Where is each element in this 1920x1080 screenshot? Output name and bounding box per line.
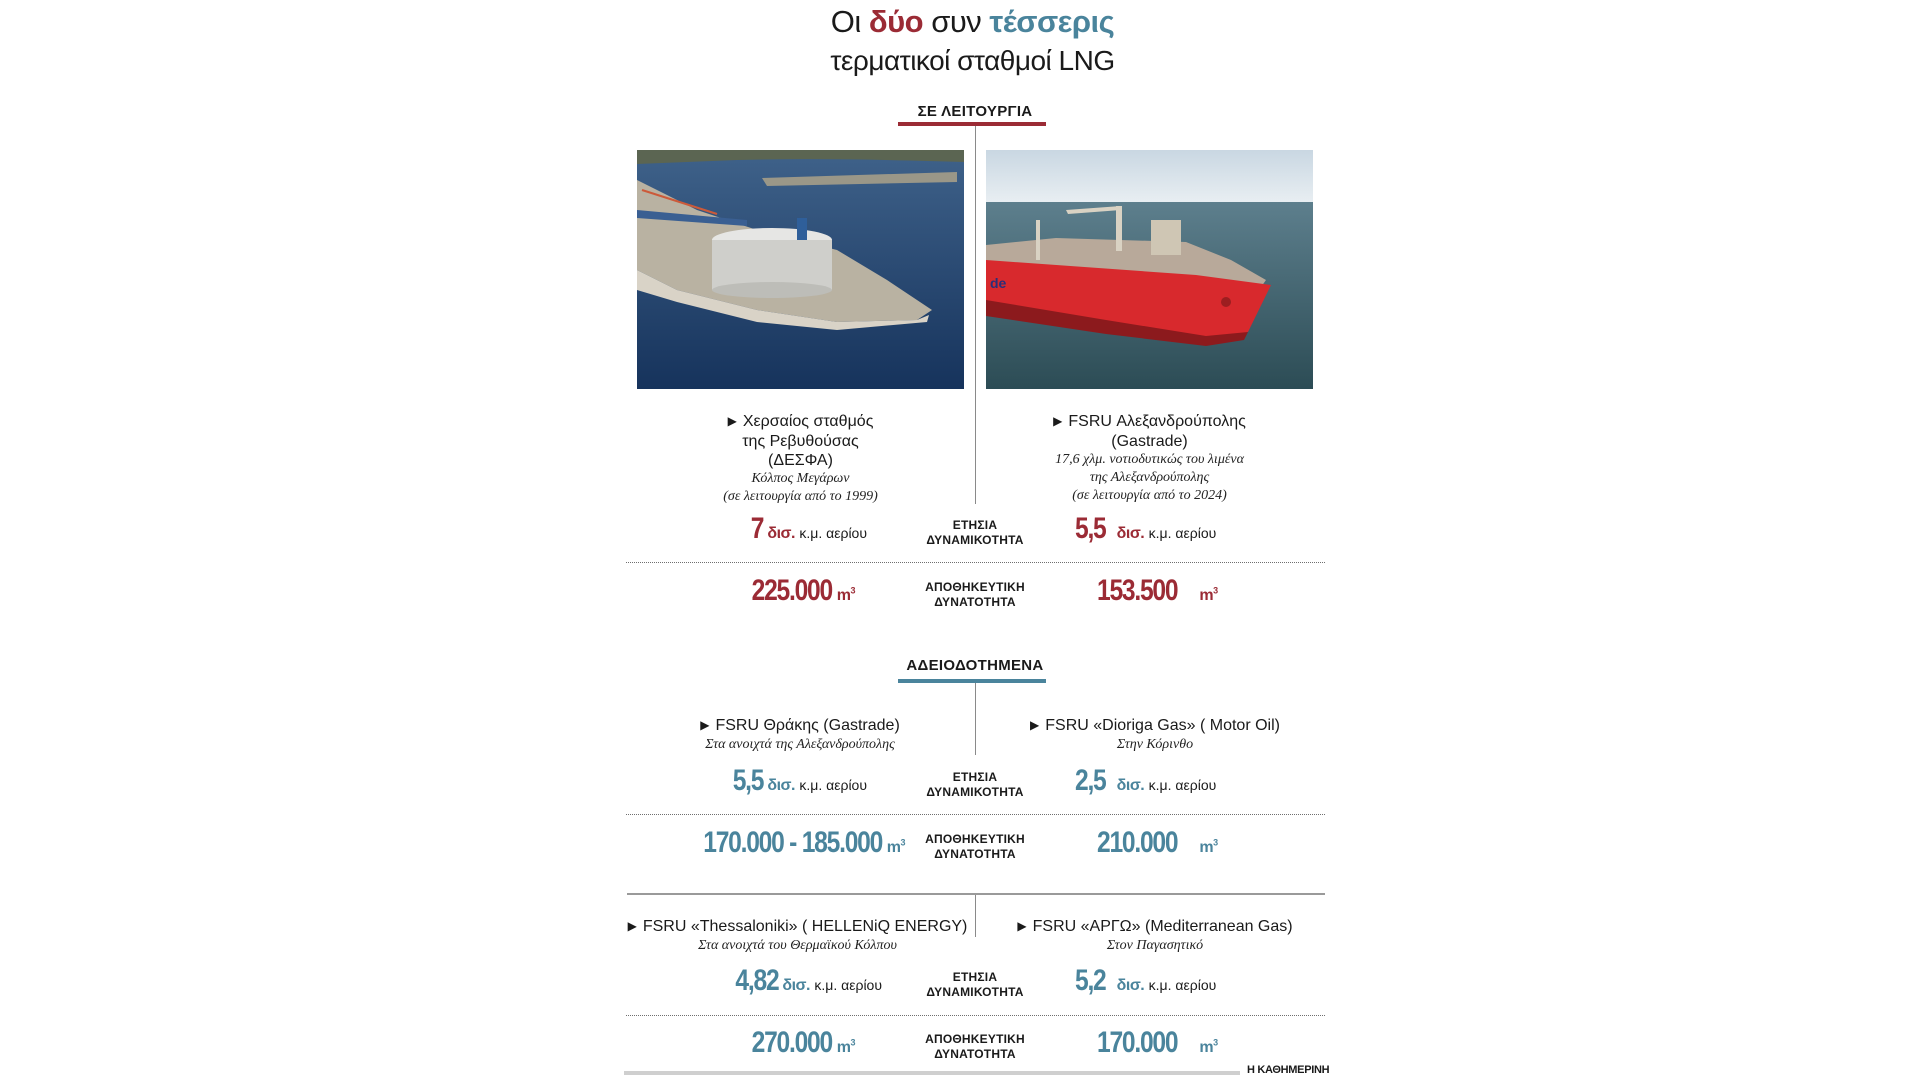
label-storage-capacity: ΑΠΟΘΗΚΕΥΤΙΚΗ ΔΥΝΑΤΟΤΗΤΑ (925, 1032, 1025, 1061)
annual-capacity-fsru-alexandroupolis: 5,5 δισ. κ.μ. αερίου (1075, 512, 1217, 545)
terminal-location: Κόλπος Μεγάρων (751, 471, 850, 486)
section-heading-licensed: ΑΔΕΙΟΔΟΤΗΜΕΝΑ (906, 657, 1044, 674)
label-storage-capacity: ΑΠΟΘΗΚΕΥΤΙΚΗ ΔΥΝΑΤΟΤΗΤΑ (925, 832, 1025, 861)
terminal-name: ▶ FSRU Αλεξανδρούπολης (1053, 413, 1246, 430)
dotted-separator (626, 814, 1325, 815)
bullet-triangle-icon: ▶ (1017, 919, 1027, 933)
annual-capacity-fsru-dioriga: 2,5 δισ. κ.μ. αερίου (1075, 764, 1217, 797)
terminal-location: 17,6 χλμ. νοτιοδυτικώς του λιμένα (1055, 452, 1244, 467)
annual-capacity-fsru-thrace: 5,5 δισ. κ.μ. αερίου (732, 764, 867, 797)
annual-capacity-revithoussa: 7 δισ. κ.μ. αερίου (750, 512, 867, 545)
terminal-fsru-thrace: ▶ FSRU Θράκης (Gastrade) Στα ανοιχτά της Αλεξανδρούπολης (700, 717, 900, 752)
bullet-triangle-icon: ▶ (1053, 414, 1063, 428)
storage-fsru-argo: 170.000 $m^3$ (1097, 1026, 1218, 1059)
title-highlight-four: τέσσερις (989, 4, 1115, 39)
publisher-credit: Η ΚΑΘΗΜΕΡΙΝΗ (1247, 1064, 1330, 1076)
svg-text:de: de (990, 275, 1007, 291)
bullet-triangle-icon: ▶ (727, 414, 737, 428)
label-annual-capacity: ΕΤΗΣΙΑ ΔΥΝΑΜΙΚΟΤΗΤΑ (926, 970, 1024, 999)
center-divider (975, 683, 976, 755)
storage-fsru-thessaloniki: 270.000 $m^3$ (751, 1026, 855, 1059)
title-prefix: Οι (830, 4, 869, 39)
title-highlight-two: δύο (868, 4, 924, 39)
infographic-title-line2: τερματικοί σταθμοί LNG (830, 45, 1115, 76)
storage-fsru-thrace: 170.000 - 185.000 $m^3$ (703, 826, 905, 859)
terminal-fsru-alexandroupolis: ▶ FSRU Αλεξανδρούπολης (Gastrade) 17,6 χλμ. νοτιοδυτικώς του λιμένα της Αλεξανδρούπολης (σε λειτουργία από το 2024) (986, 412, 1313, 505)
storage-fsru-dioriga: 210.000 $m^3$ (1097, 826, 1218, 859)
label-annual-capacity: ΕΤΗΣΙΑ ΔΥΝΑΜΙΚΟΤΗΤΑ (926, 770, 1024, 799)
annual-capacity-fsru-thessaloniki: 4,82 δισ. κ.μ. αερίου (734, 964, 882, 997)
label-storage-capacity: ΑΠΟΘΗΚΕΥΤΙΚΗ ΔΥΝΑΤΟΤΗΤΑ (925, 580, 1025, 609)
row-separator (627, 893, 1325, 895)
infographic-title-line1 (620, 4, 1325, 40)
terminal-fsru-dioriga: ▶ FSRU «Dioriga Gas» ( Motor Oil) Στην Κόρινθο (1030, 717, 1280, 752)
section-heading-operating: ΣΕ ΛΕΙΤΟΥΡΓΙΑ (917, 103, 1033, 120)
dotted-separator (626, 562, 1325, 563)
terminal-fsru-argo: ▶ FSRU «ΑΡΓΩ» (Mediterranean Gas) Στον Παγασητικό (1017, 918, 1293, 953)
terminal-revithoussa: ▶ Χερσαίος σταθμός της Ρεβυθούσας (ΔΕΣΦΑ) Κόλπος Μεγάρων (σε λειτουργία από το 1999) (637, 412, 964, 506)
center-divider (975, 895, 976, 937)
fsru-ship-photo (986, 150, 1313, 389)
bullet-triangle-icon: ▶ (627, 919, 637, 933)
bullet-triangle-icon: ▶ (700, 718, 710, 732)
footer-bar (624, 1071, 1240, 1075)
center-divider (975, 126, 976, 504)
label-annual-capacity: ΕΤΗΣΙΑ ΔΥΝΑΜΙΚΟΤΗΤΑ (926, 518, 1024, 547)
terminal-fsru-thessaloniki: ▶ FSRU «Thessaloniki» ( HELLENiQ ENERGY) Στα ανοιχτά του Θερμαϊκού Κόλπου (627, 918, 968, 953)
annual-capacity-fsru-argo: 5,2 δισ. κ.μ. αερίου (1075, 964, 1217, 997)
dotted-separator (626, 1015, 1325, 1016)
title-middle: συν (923, 4, 990, 39)
section-underline-operating (898, 122, 1046, 126)
onshore-lng-tank-photo (637, 150, 964, 389)
storage-revithoussa: 225.000 $m^3$ (751, 574, 855, 607)
section-underline-licensed (898, 679, 1046, 683)
storage-fsru-alexandroupolis: 153.500 $m^3$ (1097, 574, 1218, 607)
bullet-triangle-icon: ▶ (1030, 718, 1040, 732)
terminal-name: ▶ Χερσαίος σταθμός (727, 413, 874, 430)
